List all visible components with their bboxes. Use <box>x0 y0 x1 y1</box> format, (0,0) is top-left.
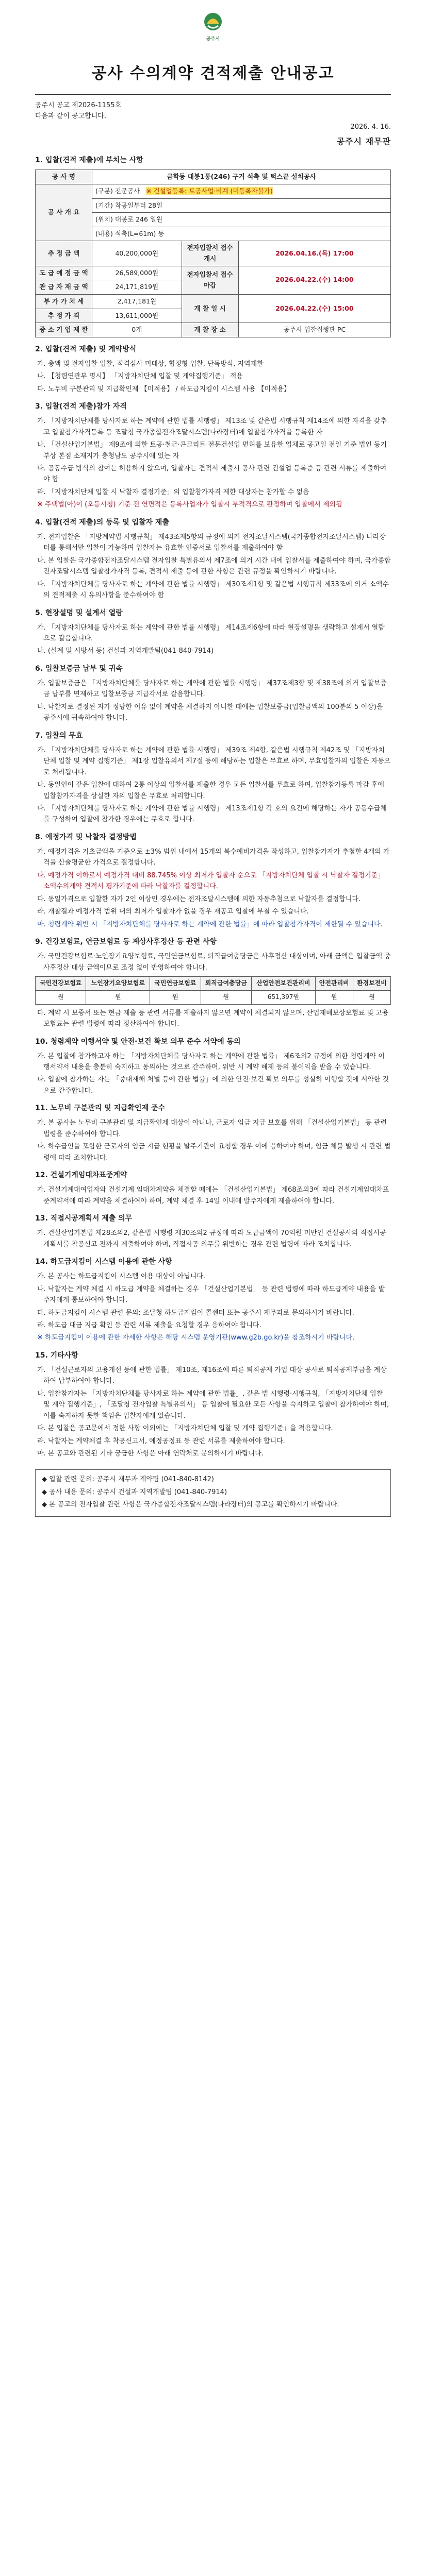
bid-price: 13,611,000원 <box>92 309 182 323</box>
label-vat: 부 가 가 치 세 <box>36 294 92 309</box>
contact-item: ◆ 공사 내용 문의: 공주시 건설과 지역개발팀 (041-840-7914) <box>42 1488 227 1496</box>
section-8-title: 8. 예정가격 및 낙찰자 결정방법 <box>35 833 137 841</box>
s2-item: 가. 총액 및 전자입찰 입찰, 적격심사 미대상, 협정형 입찰, 단독방식, 지역제한 <box>37 360 264 368</box>
s15-item: 마. 본 공고와 관련된 기타 궁금한 사항은 아래 연락처로 문의하시기 바랍니다. <box>37 1450 264 1458</box>
project-period: (기간) 착공일부터 28일 <box>92 198 391 213</box>
section-12 <box>35 1170 391 1207</box>
insurance-value: 원 <box>353 990 390 1004</box>
insurance-value: 원 <box>315 990 353 1004</box>
label-bid-price: 추 정 가 격 <box>36 309 92 323</box>
overview-type <box>92 184 391 198</box>
s6-item: 가. 입찰보증금은 「지방자치단체를 당사자로 하는 계약에 관한 법률 시행령」 제37조제3항 및 제38조에 의거 입찰보증금 납부를 면제하고 입찰보증금 지급각서로 갈음합니다. <box>37 680 387 699</box>
s8-item: 다. 동일가격으로 입찰한 자가 2인 이상인 경우에는 전자조달시스템에 의한 자동추첨으로 낙찰자를 결정합니다. <box>37 895 361 903</box>
insurance-header: 안전관리비 <box>315 977 353 991</box>
section-13 <box>35 1213 391 1250</box>
contact-notice-box <box>35 1469 391 1516</box>
section-11 <box>35 1103 391 1163</box>
section-4-title: 4. 입찰(견적 제출)의 등록 및 입찰자 제출 <box>35 518 169 527</box>
label-place: 개 찰 장 소 <box>182 323 238 337</box>
section-15-title: 15. 기타사항 <box>35 1351 78 1360</box>
section-1 <box>35 155 391 337</box>
insurance-header: 퇴직급여충당금 <box>201 977 251 991</box>
s3-item: 라. 「지방자치단체 입찰 시 낙찰자 결정기준」의 입찰참가자격 제한 대상자는 참가할 수 없음 <box>37 488 309 496</box>
s11-item: 가. 본 공사는 노무비 구분관리 및 지급확인제 대상이 아니나, 근로자 임금 지급 보호를 위해 「건설산업기본법」 등 관련 법령을 준수하여야 합니다. <box>37 1119 387 1138</box>
s13-item: 가. 건설산업기본법 제28조의2, 같은법 시행령 제30조의2 규정에 따라 도급금액이 70억원 미만인 건설공사의 직접시공계획서를 착공신고 전까지 제출하여야 하며, 직접시공 의무를 위반하는 경우 관련 법령에 따라 조치합니다. <box>37 1229 386 1248</box>
contact-item: ◆ 입찰 관련 문의: 공주시 재무과 계약팀 (041-840-8142) <box>42 1476 214 1484</box>
notice-date: 2026. 4. 16. <box>350 123 391 131</box>
s15-item: 나. 입찰참가자는 「지방자치단체를 당사자로 하는 계약에 관한 법률」, 같은 법 시행령·시행규칙, 「지방자치단체 입찰 및 계약 집행기준」, 「조달청 전자입찰 특별유의서」 등 입찰에 필요한 모든 사항을 숙지하고 입찰에 참가하여야 하며, 이를 숙지하지 못한 책임은 입찰자에게 있습니다. <box>37 1389 389 1420</box>
insurance-header: 환경보전비 <box>353 977 390 991</box>
insurance-value: 원 <box>36 990 86 1004</box>
insurance-header: 국민연금보험료 <box>150 977 201 991</box>
section-10-title: 10. 청렴계약 이행서약 및 안전·보건 확보 의무 준수 서약에 동의 <box>35 1037 241 1046</box>
section-13-title: 13. 직접시공계획서 제출 의무 <box>35 1214 133 1223</box>
est-price: 40,200,000원 <box>92 241 182 266</box>
insurance-value: 원 <box>150 990 201 1004</box>
s3-item: 나. 「건설산업기본법」 제9조에 의한 토공·철근·콘크리트 전문건설업 면허를 보유한 업체로 공고일 전일 기준 법인 등기부상 본점 소재지가 충청남도 공주시에 있는 자 <box>37 441 387 460</box>
page-title: 공사 수의계약 견적제출 안내공고 <box>91 64 335 82</box>
label-end: 전자입찰서 접수마감 <box>182 266 238 294</box>
s4-item: 다. 「지방자치단체를 당사자로 하는 계약에 관한 법률 시행령」 제30조제1항 및 같은법 시행규칙 제33조에 의거 소액수의 견적제출 시 유의사항을 준수하여야 함 <box>37 580 389 600</box>
s8-item: 라. 개찰결과 예정가격 범위 내의 최저가 입찰자가 없을 경우 재공고 입찰에 부칠 수 있습니다. <box>37 908 309 916</box>
project-name: 금학동 대봉1통(246) 구거 석축 및 턱스끝 설치공사 <box>92 170 391 184</box>
section-2 <box>35 344 391 395</box>
section-8 <box>35 832 391 930</box>
open-place: 공주시 입찰집행관 PC <box>238 323 390 337</box>
s8-item: 마. 청렴계약 위반 시 「지방자치단체를 당사자로 하는 계약에 관한 법률」에 따라 입찰참가자격이 제한될 수 있습니다. <box>37 920 383 928</box>
insurance-value: 원 <box>201 990 251 1004</box>
insurance-header: 노인장기요양보험료 <box>86 977 150 991</box>
section-3 <box>35 401 391 511</box>
s10-item: 나. 입찰에 참가하는 자는 「중대재해 처벌 등에 관한 법률」에 의한 안전·보건 확보 의무를 성실히 이행할 것에 서약한 것으로 간주합니다. <box>37 1076 389 1095</box>
logo-text: 공주시 <box>206 37 220 42</box>
city-emblem-icon <box>202 11 224 37</box>
s3-item: 가. 「지방자치단체를 당사자로 하는 계약에 관한 법률 시행령」 제13조 및 같은법 시행규칙 제14조에 의한 자격을 갖추고 입찰참가자격등록 등 조달청 국가종합전자조달시스템(나라장터)에 입찰참가자격을 등록한 자 <box>37 417 387 436</box>
s5-item: 나. (설계 및 시방서 등) 건설과 지역개발팀(041-840-7914) <box>37 647 214 655</box>
section-14 <box>35 1256 391 1344</box>
s9-note: 다. 계약 시 보증서 또는 현금 제출 등 관련 서류를 제출하지 않으면 계약이 체결되지 않으며, 산업재해보상보험료 및 고용보험료는 관련 법령에 따라 정산하여야 합니다. <box>37 1009 389 1028</box>
project-scale: (내용) 석축(L=61m) 등 <box>92 227 391 241</box>
s7-item: 가. 「지방자치단체를 당사자로 하는 계약에 관한 법률 시행령」 제39조 제4항, 같은법 시행규칙 제42조 및 「지방자치단체 입찰 및 계약 집행기준」 제1장 입찰유의서 제7절 등에 해당하는 입찰은 무효로 하며, 무효입찰자의 입찰은 자동으로 처리됩니다. <box>37 746 391 776</box>
bid-info-table <box>35 170 391 337</box>
s14-item: 다. 하도급지킴이 시스템 관련 문의: 조달청 하도급지킴이 콜센터 또는 공주시 재무과로 문의하시기 바랍니다. <box>37 1309 354 1317</box>
label-start: 전자입찰서 접수개시 <box>182 241 238 266</box>
s10-item: 가. 본 입찰에 참가하고자 하는 「지방자치단체를 당사자로 하는 계약에 관한 법률」 제6조의2 규정에 의한 청렴계약 이행서약서 내용을 충분히 숙지하고 동의하는 것으로 간주하며, 위반 시 계약 해제 등의 불이익을 받을 수 있습니다. <box>37 1052 385 1072</box>
notice-number: 공주시 공고 제2026-1155호 <box>35 101 122 109</box>
section-5 <box>35 607 391 657</box>
insurance-table <box>35 976 391 1005</box>
section-15 <box>35 1350 391 1460</box>
s6-item: 나. 낙찰자로 결정된 자가 정당한 이유 없이 계약을 체결하지 아니한 때에는 입찰보증금(입찰금액의 100분의 5 이상)을 공주시에 귀속하여야 합니다. <box>37 703 383 722</box>
section-14-title: 14. 하도급지킴이 시스템 이용에 관한 사항 <box>35 1258 172 1266</box>
s4-item: 가. 전자입찰은 「지방계약법 시행규칙」 제43조제5항의 규정에 의거 전자조달시스템(국가종합전자조달시스템) 나라장터를 통해서만 입찰이 가능하며 입찰자는 유효한 인증서로 입찰서를 제출하여야 함 <box>37 533 386 552</box>
s4-item: 나. 본 입찰은 국가종합전자조달시스템 전자입찰 특별유의서 제7조에 의거 시간 내에 입찰서를 제출하여야 하며, 국가종합전자조달시스템 입찰참가자격 등록, 견적서 제출 등에 관한 사항은 관련 규정을 확인하시기 바랍니다. <box>37 556 391 576</box>
s7-item: 나. 동일인이 같은 입찰에 대하여 2통 이상의 입찰서를 제출한 경우 모든 입찰서를 무효로 하며, 입찰참가등록 마감 후에 입찰참가자격을 상실한 자의 입찰은 무효로 처리합니다. <box>37 781 384 800</box>
label-open: 개 찰 일 시 <box>182 294 238 323</box>
type-note: ※ 건설업등록: 토공사업·비계 (미등록자불가) <box>146 187 273 195</box>
gov-material: 24,171,819원 <box>92 280 182 295</box>
s14-item: 가. 본 공사는 하도급지킴이 시스템 이용 대상이 아닙니다. <box>37 1273 206 1281</box>
intro-text: 다음과 같이 공고합니다. <box>35 112 106 120</box>
section-3-title: 3. 입찰(견적 제출)참가 자격 <box>35 402 127 411</box>
project-type: (구분) 전문공사 <box>95 187 140 195</box>
s12-item: 가. 건설기계대여업자와 건설기계 임대차계약을 체결할 때에는 「건설산업기본법」 제68조의3에 따라 건설기계임대차표준계약서에 따라 계약을 체결하여야 하며, 계약 체결 후 14일 이내에 발주자에게 제출하여야 합니다. <box>37 1186 389 1205</box>
s15-item: 가. 「건설근로자의 고용개선 등에 관한 법률」 제10조, 제16조에 따른 퇴직공제 가입 대상 공사로 퇴직공제부금을 계상하여 납부하여야 합니다. <box>37 1366 387 1385</box>
section-2-title: 2. 입찰(견적 제출) 및 계약방식 <box>35 345 137 353</box>
s8-item-highlight: 나. 예정가격 이하로서 예정가격 대비 88.745% 이상 최저가 입찰자 순으로 「지방자치단체 입찰 시 낙찰자 결정기준」 소액수의계약 견적서 평가기준에 따라 낙찰자를 결정합니다. <box>37 871 385 891</box>
insurance-header: 국민건강보험료 <box>36 977 86 991</box>
insurance-value: 651,397원 <box>252 990 316 1004</box>
base-amount: 26,589,000원 <box>92 266 182 280</box>
issuer: 공주시 재무관 <box>336 136 391 146</box>
section-1-title: 1. 입찰(견적 제출)에 부치는 사항 <box>35 156 143 165</box>
s8-item: 가. 예정가격은 기초금액을 기준으로 ±3% 범위 내에서 15개의 복수예비가격을 작성하고, 입찰참가자가 추첨한 4개의 가격을 산술평균한 가격으로 결정합니다. <box>37 848 390 867</box>
start-time: 2026.04.16.(목) 17:00 <box>238 241 390 266</box>
section-7-title: 7. 입찰의 무효 <box>35 731 83 740</box>
s14-item: 라. 하도급 대금 지급 확인 등 관련 서류 제출을 요청할 경우 응하여야 합니다. <box>37 1321 261 1329</box>
open-time: 2026.04.22.(수) 15:00 <box>238 294 390 323</box>
label-est-price: 추 정 금 액 <box>36 241 92 266</box>
title-divider <box>35 94 391 95</box>
label-gov-material: 관 급 자 재 금 액 <box>36 280 92 295</box>
s5-item: 가. 「지방자치단체를 당사자로 하는 계약에 관한 법률 시행령」 제14조제6항에 따라 현장설명을 생략하고 설계서 열람으로 갈음합니다. <box>37 623 385 643</box>
section-10 <box>35 1036 391 1097</box>
project-location: (위치) 대봉로 246 일원 <box>92 213 391 227</box>
label-project-name: 공 사 명 <box>36 170 92 184</box>
insurance-header: 산업안전보건관리비 <box>252 977 316 991</box>
s14-item: 나. 낙찰자는 계약 체결 시 하도급 계약을 체결하는 경우 「건설산업기본법」 등 관련 법령에 따라 하도급계약 내용을 발주자에게 통보하여야 합니다. <box>37 1285 385 1304</box>
section-6-title: 6. 입찰보증금 납부 및 귀속 <box>35 664 123 673</box>
end-time: 2026.04.22.(수) 14:00 <box>238 266 390 294</box>
label-overview: 공 사 개 요 <box>36 184 92 241</box>
insurance-value: 원 <box>86 990 150 1004</box>
s3-warning: ※ 주택법(아)이 (오등시청) 기준 전 연면적은 등록사업자가 입찰시 부적격으로 판정하며 입찰에서 제외됨 <box>37 501 342 509</box>
s2-item: 나. 【청렴연관부 명시】 「지방자치단체 입찰 및 계약집행기준」 적용 <box>37 372 243 381</box>
section-4 <box>35 517 391 601</box>
s2-item: 다. 노무비 구분관리 및 지급확인제 【미적용】 / 하도급지킴이 시스템 사용 【미적용】 <box>37 385 291 393</box>
label-unit: 중 소 기 업 제 한 <box>36 323 92 337</box>
vat: 2,417,181원 <box>92 294 182 309</box>
s7-item: 다. 「지방자치단체를 당사자로 하는 계약에 관한 법률 시행령」 제13조제1항 각 호의 요건에 해당하는 자가 공동수급체를 구성하여 입찰에 참가한 경우에는 무효로 합니다. <box>37 805 387 824</box>
s11-item: 나. 하수급인을 포함한 근로자의 임금 지급 현황을 발주기관이 요청할 경우 이에 응하여야 하며, 임금 체불 발생 시 관련 법령에 따라 조치합니다. <box>37 1143 391 1162</box>
section-5-title: 5. 현장설명 및 설계서 열람 <box>35 608 123 617</box>
s14-note: ※ 하도급지킴이 이용에 관한 자세한 사항은 해당 시스템 운영기관(www.g2b.go.kr)을 참조하시기 바랍니다. <box>37 1334 355 1342</box>
unit-note: 0개 <box>92 323 182 337</box>
contact-item: ◆ 본 공고의 전자입찰 관련 사항은 국가종합전자조달시스템(나라장터)의 공고를 확인하시기 바랍니다. <box>42 1501 339 1509</box>
section-11-title: 11. 노무비 구분관리 및 지급확인제 준수 <box>35 1104 166 1113</box>
s15-item: 다. 본 입찰은 공고문에서 정한 사항 이외에는 「지방자치단체 입찰 및 계약 집행기준」을 적용합니다. <box>37 1425 333 1433</box>
section-9 <box>35 936 391 1029</box>
city-logo <box>198 11 228 47</box>
section-9-title: 9. 건강보험료, 연금보험료 등 계상사후정산 등 관련 사항 <box>35 938 217 946</box>
section-6 <box>35 663 391 724</box>
section-12-title: 12. 건설기계임대차표준계약 <box>35 1171 127 1180</box>
s15-item: 라. 낙찰자는 계약체결 후 착공신고서, 예정공정표 등 관련 서류를 제출하여야 합니다. <box>37 1437 285 1445</box>
section-7 <box>35 730 391 825</box>
s9-item: 가. 국민건강보험료·노인장기요양보험료, 국민연금보험료, 퇴직급여충당금은 사후정산 대상이며, 아래 금액은 입찰금액 중 사후정산 대상 금액이므로 조정 없이 반영하여야 합니다. <box>37 953 391 972</box>
s3-item: 다. 공동수급 방식의 참여는 허용하지 않으며, 입찰자는 견적서 제출시 공사 관련 건설업 등록증 등 관련 서류를 제출하여야 함 <box>37 465 387 484</box>
label-base-amount: 도 급 예 정 금 액 <box>36 266 92 280</box>
